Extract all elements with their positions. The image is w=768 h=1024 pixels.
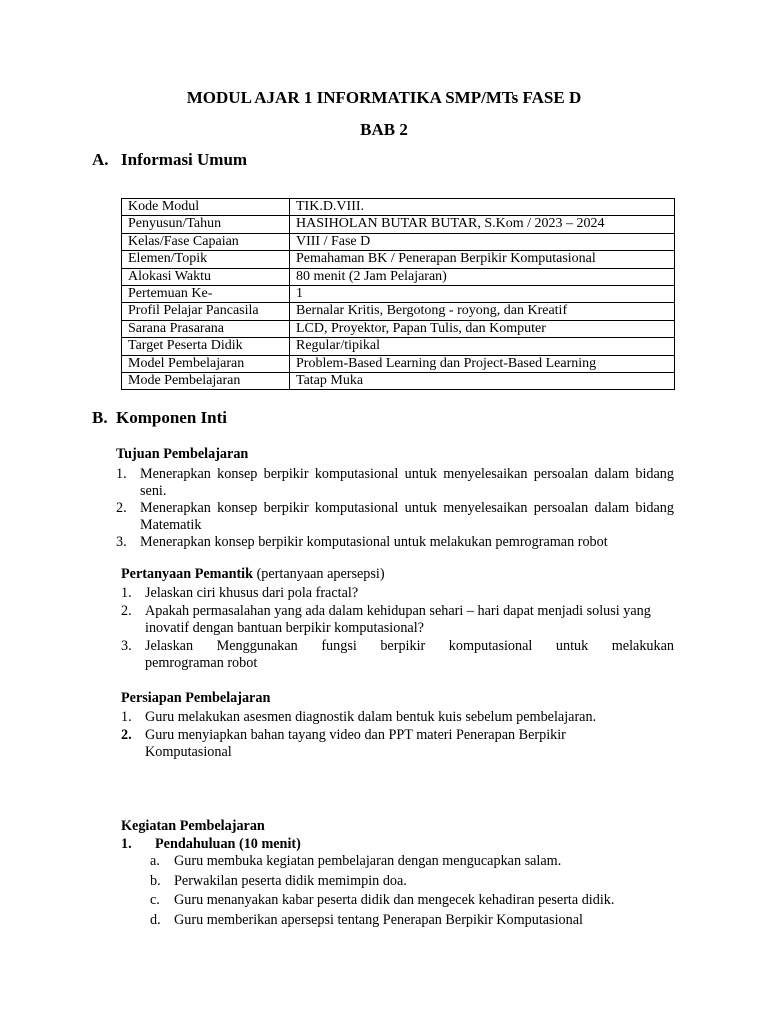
pendahuluan-list bbox=[150, 852, 674, 930]
list-item: 1. Guru melakukan asesmen diagnostik dalam bentuk kuis sebelum pembelajaran. bbox=[121, 709, 597, 725]
row-key: Mode Pembelajaran bbox=[122, 373, 290, 390]
tujuan-list bbox=[116, 466, 674, 551]
section-a-heading bbox=[92, 150, 247, 170]
kegiatan-heading: Kegiatan Pembelajaran bbox=[121, 818, 265, 834]
section-a-number: A. bbox=[92, 150, 109, 169]
row-value: Tatap Muka bbox=[290, 373, 675, 390]
list-item: 3. Menerapkan konsep berpikir komputasional untuk melakukan pemrograman robot bbox=[116, 534, 608, 550]
persiapan-heading: Persiapan Pembelajaran bbox=[121, 690, 271, 706]
step-number: 1. bbox=[121, 836, 132, 852]
row-key: Kode Modul bbox=[122, 199, 290, 216]
table-row bbox=[122, 338, 675, 355]
table-row bbox=[122, 216, 675, 233]
row-value: Bernalar Kritis, Bergotong - royong, dan Kreatif bbox=[290, 303, 675, 320]
list-item: 3. Jelaskan Menggunakan fungsi berpikir komputasional untuk melakukan pemrograman robot bbox=[121, 638, 674, 671]
row-key: Sarana Prasarana bbox=[122, 320, 290, 337]
pemantik-note: (pertanyaan apersepsi) bbox=[253, 566, 385, 582]
table-row bbox=[122, 233, 675, 250]
list-item: c. Guru menanyakan kabar peserta didik dan mengecek kehadiran peserta didik. bbox=[150, 892, 615, 909]
row-key: Kelas/Fase Capaian bbox=[122, 233, 290, 250]
list-item: b. Perwakilan peserta didik memimpin doa. bbox=[150, 872, 407, 889]
list-item: d. Guru memberikan apersepsi tentang Penerapan Berpikir Komputasional bbox=[150, 911, 583, 928]
row-value: 1 bbox=[290, 286, 675, 303]
row-value: VIII / Fase D bbox=[290, 233, 675, 250]
list-item: 1. Menerapkan konsep berpikir komputasional untuk menyelesaikan persoalan dalam bidang seni. bbox=[116, 466, 674, 499]
list-item: 1. Jelaskan ciri khusus dari pola fractal? bbox=[121, 585, 359, 601]
list-item: 2. Apakah permasalahan yang ada dalam kehidupan sehari – hari dapat menjadi solusi yang inovatif dengan bantuan berpikir komputasional? bbox=[121, 603, 651, 636]
table-row bbox=[122, 355, 675, 372]
pemantik-heading: Pertanyaan Pemantik (pertanyaan apersepsi) bbox=[121, 566, 385, 582]
table-row bbox=[122, 303, 675, 320]
list-item: a. Guru membuka kegiatan pembelajaran dengan mengucapkan salam. bbox=[150, 853, 562, 869]
pemantik-list bbox=[121, 585, 674, 672]
table-row bbox=[122, 286, 675, 303]
section-b-heading bbox=[92, 408, 227, 428]
section-b-number: B. bbox=[92, 408, 108, 427]
row-value: Problem-Based Learning dan Project-Based Learning bbox=[290, 355, 675, 372]
row-key: Alokasi Waktu bbox=[122, 268, 290, 285]
list-item: 2. Guru menyiapkan bahan tayang video dan PPT materi Penerapan Berpikir Komputasional bbox=[121, 727, 566, 760]
kegiatan-step-1 bbox=[121, 836, 301, 853]
table-row bbox=[122, 268, 675, 285]
row-value: Regular/tipikal bbox=[290, 338, 675, 355]
row-key: Pertemuan Ke- bbox=[122, 286, 290, 303]
row-key: Target Peserta Didik bbox=[122, 338, 290, 355]
section-a-title: Informasi Umum bbox=[121, 150, 248, 169]
section-b-title: Komponen Inti bbox=[116, 408, 227, 427]
chapter-title: BAB 2 bbox=[360, 120, 408, 139]
info-table bbox=[121, 198, 675, 390]
table-row bbox=[122, 320, 675, 337]
table-row bbox=[122, 251, 675, 268]
table-row bbox=[122, 373, 675, 390]
row-key: Model Pembelajaran bbox=[122, 355, 290, 372]
row-key: Profil Pelajar Pancasila bbox=[122, 303, 290, 320]
row-value: HASIHOLAN BUTAR BUTAR, S.Kom / 2023 – 2024 bbox=[290, 216, 675, 233]
row-key: Penyusun/Tahun bbox=[122, 216, 290, 233]
row-value: 80 menit (2 Jam Pelajaran) bbox=[290, 268, 675, 285]
row-key: Elemen/Topik bbox=[122, 251, 290, 268]
document-title: MODUL AJAR 1 INFORMATIKA SMP/MTs FASE D bbox=[186, 88, 582, 107]
table-row bbox=[122, 199, 675, 216]
row-value: LCD, Proyektor, Papan Tulis, dan Komputer bbox=[290, 320, 675, 337]
row-value: TIK.D.VIII. bbox=[290, 199, 675, 216]
step-title: Pendahuluan (10 menit) bbox=[155, 836, 301, 852]
tujuan-heading: Tujuan Pembelajaran bbox=[116, 446, 249, 462]
row-value: Pemahaman BK / Penerapan Berpikir Komputasional bbox=[290, 251, 675, 268]
list-item: 2. Menerapkan konsep berpikir komputasional untuk menyelesaikan persoalan dalam bidang Matematik bbox=[116, 500, 674, 533]
persiapan-list bbox=[121, 709, 621, 761]
